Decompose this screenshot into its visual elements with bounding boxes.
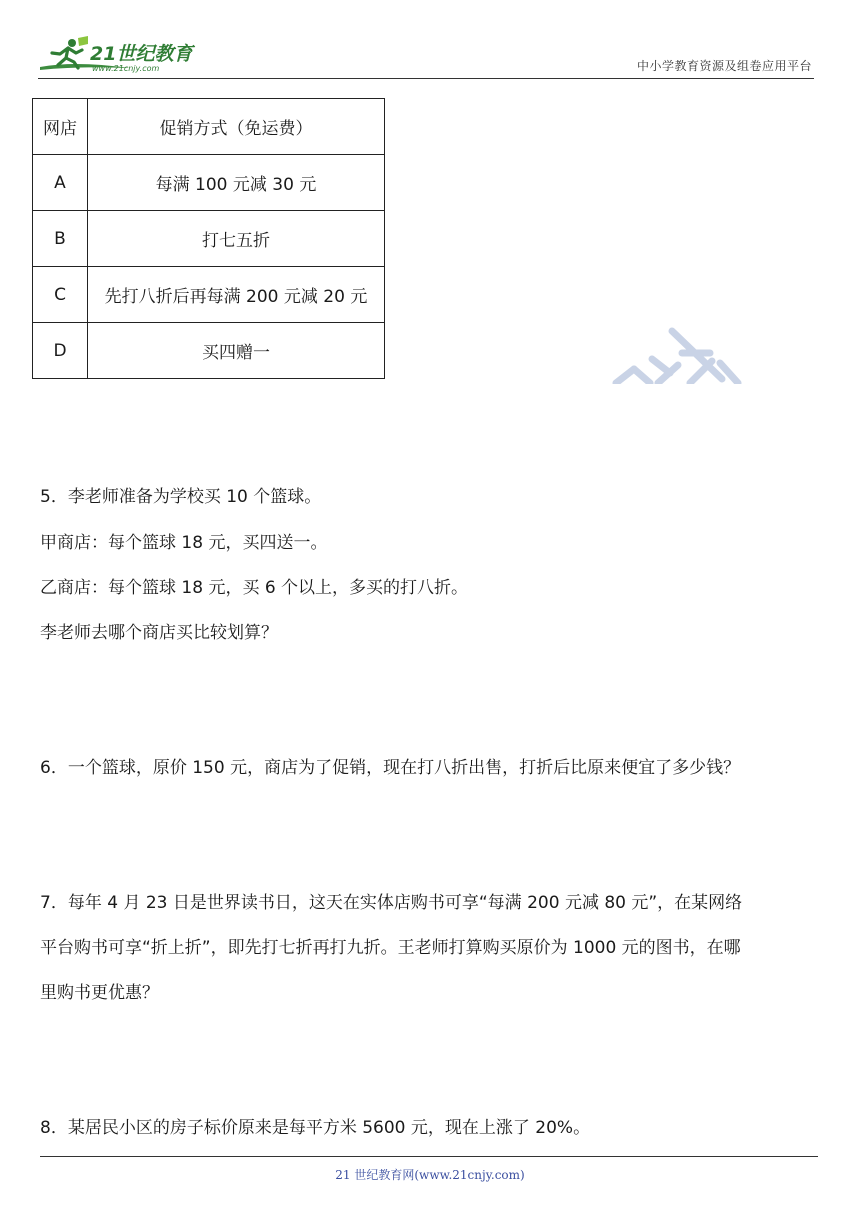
table-row xyxy=(33,155,385,211)
question-7-line-1: 7．每年 4 月 23 日是世界读书日，这天在实体店购书可享“每满 200 元减 80 元”，在某网络 xyxy=(40,893,743,913)
table-cell-promotion: 打七五折 xyxy=(88,211,385,267)
table-cell-promotion: 先打八折后再每满 200 元减 20 元 xyxy=(88,267,385,323)
question-5-line-2: 甲商店：每个篮球 18 元，买四送一。 xyxy=(40,533,328,553)
table-cell-shop: C xyxy=(33,267,88,323)
table-cell-shop: B xyxy=(33,211,88,267)
footer-text: 21 世纪教育网(www.21cnjy.com) xyxy=(335,1168,525,1182)
table-cell-shop: D xyxy=(33,323,88,379)
table-row xyxy=(33,323,385,379)
question-8-line-1: 8．某居民小区的房子标价原来是每平方米 5600 元，现在上涨了 20%。 xyxy=(40,1118,591,1138)
table-row xyxy=(33,211,385,267)
svg-text:www.21cnjy.com: www.21cnjy.com xyxy=(92,64,160,73)
question-5-line-3: 乙商店：每个篮球 18 元，买 6 个以上，多买的打八折。 xyxy=(40,578,469,598)
question-6-line-1: 6．一个篮球，原价 150 元，商店为了促销，现在打八折出售，打折后比原来便宜了多少钱？ xyxy=(40,758,741,778)
question-5-line-4: 李老师去哪个商店买比较划算？ xyxy=(40,623,278,643)
table-header-row xyxy=(33,99,385,155)
table-cell-shop: A xyxy=(33,155,88,211)
site-logo xyxy=(38,34,208,76)
watermark-stamp-icon xyxy=(612,313,742,384)
runner-logo-icon xyxy=(38,34,208,76)
promotion-table xyxy=(32,98,385,379)
question-5-line-1: 5．李老师准备为学校买 10 个篮球。 xyxy=(40,487,322,507)
table-cell-promotion: 每满 100 元减 30 元 xyxy=(88,155,385,211)
table-header-cell: 网店 xyxy=(33,99,88,155)
question-7-line-2: 平台购书可享“折上折”，即先打七折再打九折。王老师打算购买原价为 1000 元的图书，在哪 xyxy=(40,938,741,958)
page-header xyxy=(38,34,814,79)
site-tagline: 中小学教育资源及组卷应用平台 xyxy=(636,59,812,73)
table-cell-promotion: 买四赠一 xyxy=(88,323,385,379)
svg-text:21世纪教育: 21世纪教育 xyxy=(90,43,193,65)
table-row xyxy=(33,267,385,323)
table-header-cell: 促销方式（免运费） xyxy=(88,99,385,155)
question-7-line-3: 里购书更优惠？ xyxy=(40,983,159,1003)
footer-divider xyxy=(40,1156,818,1157)
